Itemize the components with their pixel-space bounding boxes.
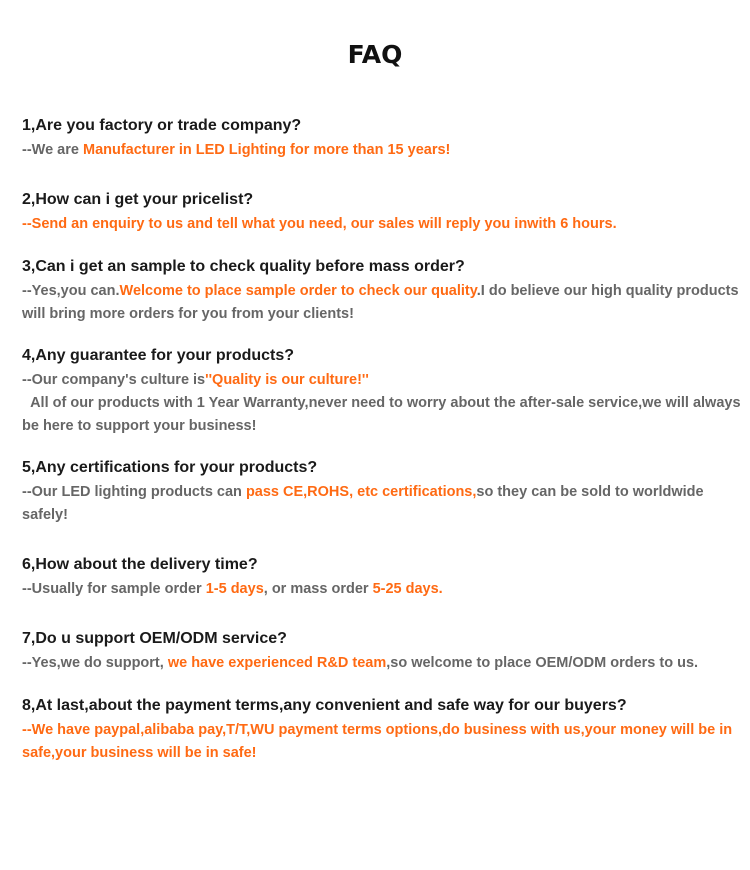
faq-answer bbox=[22, 213, 744, 236]
faq-question: 7,Do u support OEM/ODM service? bbox=[22, 630, 287, 647]
faq-item-6 bbox=[22, 554, 744, 601]
faq-question: 5,Any certifications for your products? bbox=[22, 459, 318, 476]
faq-question: 4,Any guarantee for your products? bbox=[22, 347, 295, 364]
answer-highlight: ''Quality is our culture!'' bbox=[205, 372, 369, 388]
answer-text: --Our company's culture is bbox=[22, 372, 206, 388]
faq-answer bbox=[22, 652, 744, 675]
answer-highlight: --Send an enquiry to us and tell what you need, our sales will reply you inwith 6 hours. bbox=[22, 216, 617, 232]
faq-item-1 bbox=[22, 115, 744, 162]
faq-item-8 bbox=[22, 695, 744, 765]
faq-question: 2,How can i get your pricelist? bbox=[22, 191, 254, 208]
answer-highlight: Welcome to place sample order to check our quality bbox=[119, 283, 477, 299]
faq-question: 3,Can i get an sample to check quality before mass order? bbox=[22, 258, 465, 275]
answer-text: --Yes,we do support, bbox=[22, 655, 168, 671]
answer-text: --Yes,you can. bbox=[22, 283, 120, 299]
faq-item-4 bbox=[22, 345, 744, 438]
answer-highlight: pass CE,ROHS, etc certifications, bbox=[245, 484, 477, 500]
faq-answer bbox=[22, 481, 744, 527]
answer-text: ,so welcome to place OEM/ODM orders to us. bbox=[386, 655, 699, 671]
answer-highlight: 5-25 days. bbox=[372, 581, 443, 597]
answer-text: --Usually for sample order bbox=[22, 581, 206, 597]
answer-highlight: we have experienced R&D team bbox=[167, 655, 387, 671]
faq-answer bbox=[22, 139, 744, 162]
faq-item-7 bbox=[22, 628, 744, 675]
faq-item-5 bbox=[22, 457, 744, 527]
faq-answer bbox=[22, 719, 744, 765]
answer-highlight: --We have paypal,alibaba pay,T/T,WU payment terms options,do business with us,your money will be in safe,your business will be in safe! bbox=[22, 722, 733, 761]
answer-text: .I do believe our high quality products will bring more orders for you from your clients! bbox=[22, 283, 739, 322]
answer-text: --Our LED lighting products can bbox=[22, 484, 246, 500]
faq-question: 8,At last,about the payment terms,any convenient and safe way for our buyers? bbox=[22, 697, 627, 714]
faq-answer bbox=[22, 578, 744, 601]
faq-question: 6,How about the delivery time? bbox=[22, 556, 258, 573]
faq-question: 1,Are you factory or trade company? bbox=[22, 117, 302, 134]
answer-text: --We are bbox=[22, 142, 83, 158]
faq-item-3 bbox=[22, 256, 744, 326]
answer-text: All of our products with 1 Year Warranty,never need to worry about the after-sale service,we will always be here to support your business! bbox=[22, 395, 741, 434]
faq-answer bbox=[22, 280, 744, 326]
faq-item-2 bbox=[22, 189, 744, 236]
answer-text: , or mass order bbox=[263, 581, 373, 597]
answer-highlight: 1-5 days bbox=[205, 581, 264, 597]
page-title: FAQ bbox=[347, 40, 403, 69]
answer-highlight: Manufacturer in LED Lighting for more than 15 years! bbox=[82, 142, 451, 158]
answer-text: so they can be sold to worldwide safely! bbox=[22, 484, 704, 523]
faq-answer bbox=[22, 369, 744, 438]
